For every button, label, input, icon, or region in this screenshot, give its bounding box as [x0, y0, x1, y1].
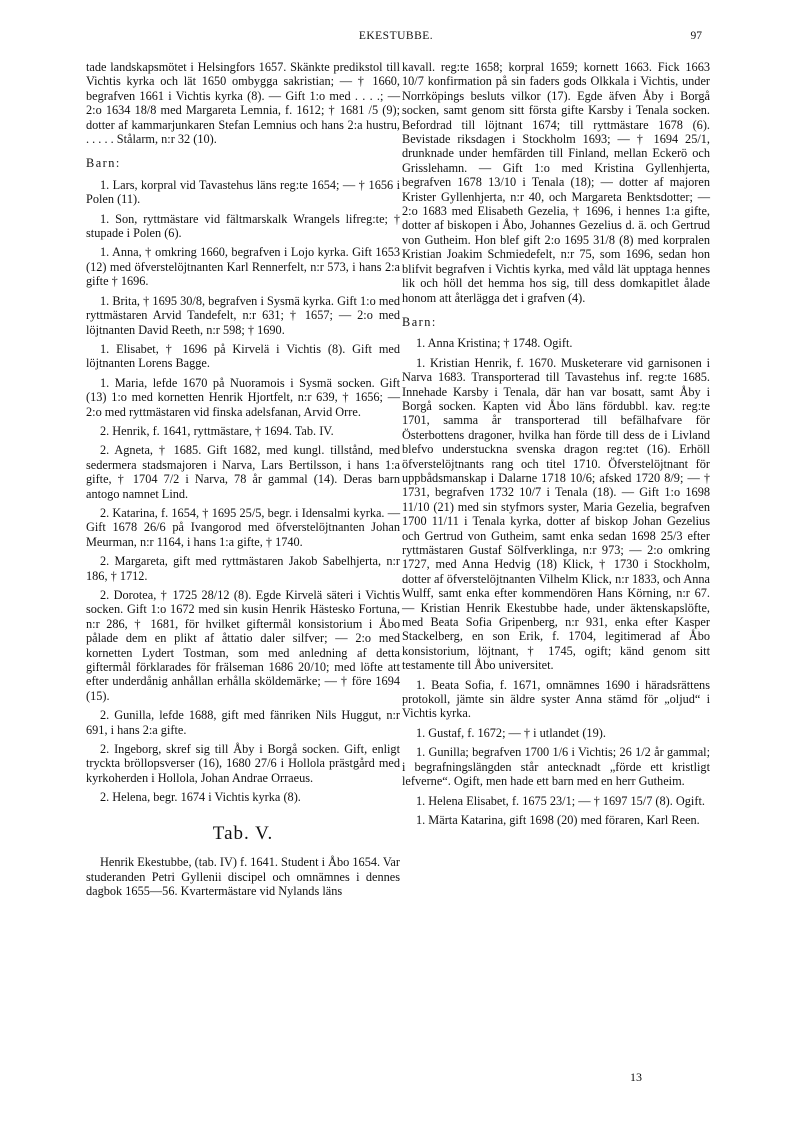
- continuation-paragraph: kavall. reg:te 1658; korpral 1659; kornett 1663. Fick 1663 10/7 konfirmation på sin faders gods Olkkala i Vichtis, under Norrköpings besluts vilkor (17). Egde äfven Åby i Borgå socken, samt genom sitt första gifte Karsby i Tenala socken. Befordrad till löjtnant 1674; till ryttmästare 1678 (6). Bevistade riksdagen i Stockholm 1693; — † 1694 25/1, drunknade under hemfärden till Finland, mellan Eckerö och Grisslehamn. — Gift 1:o med Kristina Gyllenhjerta, begrafven 1678 13/10 i Tenala (18); — dotter af majoren Krister Gyllenhjerta, n:r 40, och Margareta Benktsdotter; — 2:o 1683 med Elisabeth Gezelia, † 1696, i hennes 1:a gifte, dotter af biskopen i Åbo, Johannes Gezelius d. ä. och Gertrud von Gutheim. Hon blef gift 2:o 1695 31/8 (8) med korpralen Kristian Joakim Schmiedefelt, n:r 75, som 1696, sedan hon blifvit begrafven i Vichtis kyrka, med våld lät upptaga hennes lik och höll det hemma hos sig, till dess domkapitlet ålade honom att återlägga det i grafven (4).: [402, 60, 710, 305]
- left-column: [86, 60, 400, 903]
- page-header: [0, 30, 792, 48]
- child-entry: 2. Ingeborg, skref sig till Åby i Borgå socken. Gift, enligt tryckta bröllopsverser (16), 1680 27/6 i Hollola prästgård med kyrkoherden i Hollola, Johan Andrae Orraeus.: [86, 742, 400, 785]
- signature-mark: 13: [630, 1070, 642, 1084]
- section-heading-barn: Barn:: [86, 156, 121, 171]
- child-entry: 2. Helena, begr. 1674 i Vichtis kyrka (8).: [100, 790, 301, 805]
- child-entry: 1. Son, ryttmästare vid fältmarskalk Wrangels lifreg:te; † stupade i Polen (6).: [86, 211, 400, 241]
- child-entry: 1. Maria, lefde 1670 på Nuoramois i Sysmä socken. Gift (13) 1:o med kornetten Henrik Hjortfelt, n:r 639, † 1656; — 2:o med ryttmästaren vid finska adelsfanan, Arvid Orre.: [86, 375, 400, 419]
- child-entry: 1. Elisabet, † 1696 på Kirvelä i Vichtis (8). Gift med löjtnanten Lorens Bagge.: [86, 341, 400, 371]
- child-entry: 1. Anna, † omkring 1660, begrafven i Lojo kyrka. Gift 1653 (12) med öfverstelöjtnanten Karl Rennerfelt, n:r 573, i hans 2:a gifte † 1696.: [86, 245, 400, 289]
- child-entry: 1. Helena Elisabet, f. 1675 23/1; — † 1697 15/7 (8). Ogift.: [416, 793, 705, 808]
- child-entry: 1. Anna Kristina; † 1748. Ogift.: [416, 336, 573, 351]
- child-entry: 1. Lars, korpral vid Tavastehus läns reg:te 1654; — † 1656 i Polen (11).: [86, 177, 400, 207]
- child-entry: 2. Henrik, f. 1641, ryttmästare, † 1694. Tab. IV.: [100, 423, 334, 438]
- child-entry: 1. Märta Katarina, gift 1698 (20) med föraren, Karl Reen.: [416, 812, 700, 827]
- right-column: [402, 60, 710, 832]
- child-entry: 1. Beata Sofia, f. 1671, omnämnes 1690 i häradsrättens protokoll, jämte sin äldre syster Anna stämd för „oljud“ i Vichtis kyrka.: [402, 677, 710, 721]
- child-entry: 2. Agneta, † 1685. Gift 1682, med kungl. tillstånd, med sedermera stadsmajoren i Narva, Lars Bertilsson, i hans 1:a gifte, † 1704 7/2 i Narva, 78 år gammal (14). Deras barn antogo namnet Lind.: [86, 443, 400, 501]
- running-title: EKESTUBBE.: [358, 30, 434, 42]
- page-number: 97: [690, 30, 702, 42]
- child-entry: 1. Brita, † 1695 30/8, begrafven i Sysmä kyrka. Gift 1:o med ryttmästaren Arvid Tandefelt, n:r 631; † 1657; — 2:o med löjtnanten David Reeth, n:r 598; † 1690.: [86, 293, 400, 337]
- child-entry: 2. Gunilla, lefde 1688, gift med fänriken Nils Huggut, n:r 691, i hans 2:a gifte.: [86, 708, 400, 737]
- child-entry: 2. Katarina, f. 1654, † 1695 25/5, begr. i Idensalmi kyrka. — Gift 1678 26/6 på Ivangorod med öfverstelöjtnanten Johan Meurman, n:r 1164, i hans 1:a gifte, † 1740.: [86, 505, 400, 549]
- intro-paragraph: tade landskapsmötet i Helsingfors 1657. Skänkte predikstol till Vichtis kyrka och lät 1650 ombygga sakristian; — † 1660, begrafven 1661 i Vichtis kyrka (8). — Gift 1:o med . . . .; — 2:o 1634 18/8 med Margareta Lemnia, f. 1612; † 1681 /5 (9); dotter af kammarjunkaren Stefan Lemnius och hans 2:a hustru, . . . . . Stålarm, n:r 32 (10).: [86, 60, 400, 147]
- table-intro-paragraph: Henrik Ekestubbe, (tab. IV) f. 1641. Student i Åbo 1654. Var studeranden Petri Gyllenii discipel och omnämnes i dennes dagbok 1655—56. Kvartermästare vid Nylands läns: [86, 855, 400, 898]
- child-entry: 1. Kristian Henrik, f. 1670. Musketerare vid garnisonen i Narva 1683. Transporterad till Tavastehus inf. reg:te 1685. Innehade Karsby i Tenala, där han var bosatt, samt Åby i Borgå socken. Kapten vid Åbo läns fördubbl. kav. reg:te 1701, samma år transporterad till befälhafvare för Österbottens dragoner, hvilka han förde till dess de i Livland blefvo understuckna svenska dragon reg:tet (16). Erhöll öfverstelöjtnants rang och titel 1710. Öfverstelöjtnant för uppbådsmanskap i Dalarne 1718 10/6; afsked 1720 8/9; — † 1731, begrafven 1732 10/7 i Tenala (18). — Gift 1:o 1698 11/10 (21) med sin styfmors syster, Maria Gezelia, begrafven 1700 11/11 i Tenala kyrka, dotter af biskop Johan Gezelius och Gertrud von Gutheim, samt enka sedan 1698 25/3 efter ryttmästaren Gustaf Sölfverklinga, n:r 973; — 2:o omkring 1727, med Anna Hedvig (18) Klick, † 1730 i Stockholm, dotter af öfverstelöjtnanten Vilhelm Klick, n:r 1833, och Anna Wulff, samt enka efter kommendören Hans Körning, n:r 67. — Kristian Henrik Ekestubbe hade, under äktenskapslöfte, med Beata Sofia Gripenberg, n:r 931, enka efter Kasper Stackelberg, en son Erik, f. 1704, legitimerad af Åbo konsistorium, löjtnant, † 1745, ogift; känd genom sitt testamente till Åbo universitet.: [402, 355, 710, 673]
- table-heading: Tab. V.: [212, 822, 274, 844]
- child-entry: 2. Dorotea, † 1725 28/12 (8). Egde Kirvelä säteri i Vichtis socken. Gift 1:o 1672 med sin kusin Henrik Hästesko Fortuna, n:r 286, † 1681, för hvilket giftermål konsistorium i Åbo pålade dem en plikt af åttatio daler silfver; — 2:o med kornetten Lydert Tostman, som med anledning af detta giftermål förklarades för frälseman 1686 20/10; med löfte att efter underdånig anhållan erhålla sköldemärke; — † före 1694 (15).: [86, 588, 400, 703]
- child-entry: 1. Gunilla; begrafven 1700 1/6 i Vichtis; 26 1/2 år gammal; i begrafningslängden står antecknadt „förde ett kristligt lefverne“. Ogift, men hade ett barn med en herr Gutheim.: [402, 745, 710, 789]
- section-heading-barn: Barn:: [402, 314, 437, 329]
- child-entry: 1. Gustaf, f. 1672; — † i utlandet (19).: [416, 725, 606, 740]
- child-entry: 2. Margareta, gift med ryttmästaren Jakob Sabelhjerta, n:r 186, † 1712.: [86, 554, 400, 583]
